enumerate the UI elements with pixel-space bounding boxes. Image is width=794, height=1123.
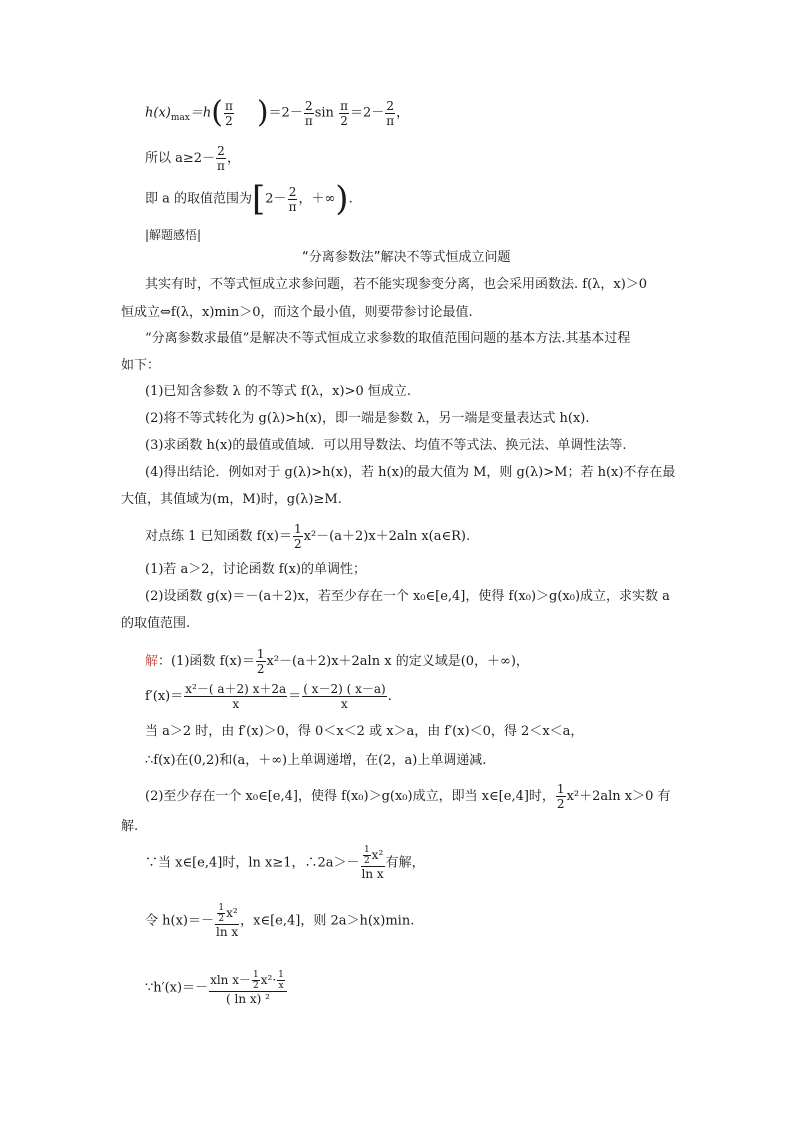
inner-fraction xyxy=(277,970,285,991)
numerator: 1 xyxy=(218,903,225,913)
solution-line-1 xyxy=(145,647,529,676)
numerator xyxy=(215,903,239,924)
text: 有解， xyxy=(385,855,425,871)
let-line xyxy=(145,903,414,939)
text: ， xyxy=(396,105,410,121)
paren: ) xyxy=(335,179,349,219)
range-line xyxy=(145,179,353,219)
denominator: ln x xyxy=(361,867,384,881)
inner-fraction xyxy=(217,903,225,924)
text: 对点练 1 已知函数 f(x)＝ xyxy=(145,529,292,544)
numerator: 1 xyxy=(556,782,565,796)
fraction xyxy=(304,99,314,128)
text: 即 a 的取值范围为 xyxy=(145,191,253,207)
inner-fraction xyxy=(363,845,371,866)
denominator: π xyxy=(217,159,225,173)
numerator: x²－( a＋2) x＋2a xyxy=(185,682,287,696)
denominator: π xyxy=(386,113,395,128)
part2-line xyxy=(145,782,671,811)
step-2: (2)将不等式转化为 g(λ)>h(x)，即一端是参数 λ，另一端是变量表达式 h(x). xyxy=(145,411,590,426)
numerator xyxy=(361,845,385,866)
text: ，＋∞ xyxy=(298,191,336,207)
paragraph-1a: 其实有时，不等式恒成立求参问题，若不能实现参变分离，也会采用函数法. f(λ，x)＞0 xyxy=(145,277,648,292)
step-3: (3)求函数 h(x)的最值或值域．可以用导数法、均值不等式法、换元法、单调性法等. xyxy=(145,438,627,453)
paragraph-2b: 如下： xyxy=(121,358,161,373)
numerator: π xyxy=(224,98,233,113)
text: x² xyxy=(226,906,238,920)
text: (2)至少存在一个 x₀∈[e,4]，使得 f(x₀)＞g(x₀)成立，即当 x∈[e,4]时， xyxy=(145,789,555,804)
text: 所以 a≥2－ xyxy=(145,151,216,166)
step-4b: 大值，其值域为(m，M)时，g(λ)≥M. xyxy=(121,492,342,507)
text: . xyxy=(348,191,353,207)
numerator: 1 xyxy=(293,522,302,536)
numerator: ( x－2) ( x－a) xyxy=(303,682,386,696)
fraction xyxy=(302,682,387,711)
text: f′(x)＝ xyxy=(145,689,184,704)
work-line-1: 当 a＞2 时，由 f′(x)＞0，得 0＜x＜2 或 x＞a，由 f′(x)＜0，得 2＜x＜a， xyxy=(145,724,584,739)
fraction xyxy=(288,185,298,214)
text: h(x) xyxy=(145,105,171,121)
text: xln x－ xyxy=(210,973,251,987)
subscript: max xyxy=(170,113,190,124)
numerator: 1 xyxy=(363,845,370,855)
fraction xyxy=(293,522,303,551)
question-2a: (2)设函数 g(x)＝－(a＋2)x，若至少存在一个 x₀∈[e,4]，使得 f(x₀)＞g(x₀)成立，求实数 a xyxy=(145,589,670,604)
denominator: x xyxy=(302,696,387,711)
denominator: 2 xyxy=(556,797,565,811)
fraction xyxy=(224,99,234,128)
step-1: (1)已知含参数 λ 的不等式 f(λ，x)>0 恒成立. xyxy=(145,384,412,399)
text: ∵当 x∈[e,4]时，ln x≥1，∴2a＞－ xyxy=(145,855,360,871)
numerator: 2 xyxy=(288,184,297,199)
text: ：(1)函数 f(x)＝ xyxy=(158,654,255,669)
denominator: π xyxy=(304,113,313,128)
paragraph-2a: “分离参数求最值”是解决不等式恒成立求参数的取值范围问题的基本方法.其基本过程 xyxy=(145,331,631,346)
fraction xyxy=(361,845,385,881)
solution-label: 解 xyxy=(145,654,159,669)
question-1: (1)若 a＞2，讨论函数 f(x)的单调性； xyxy=(145,562,366,577)
fraction xyxy=(215,903,239,939)
question-2b: 的取值范围. xyxy=(121,616,191,631)
denominator: 2 xyxy=(225,113,233,128)
denominator: 2 xyxy=(340,113,348,128)
text: 2－ xyxy=(265,191,287,207)
conclusion-line xyxy=(145,144,240,173)
fraction xyxy=(339,99,349,128)
denominator: π xyxy=(288,199,297,214)
text: ＝ xyxy=(288,689,302,704)
paren: ( xyxy=(211,95,223,130)
inner-fraction xyxy=(252,970,260,991)
fraction xyxy=(256,647,266,676)
fraction xyxy=(216,144,226,173)
step-4a: (4)得出结论．例如对于 g(λ)>h(x)，若 h(x)的最大值为 M，则 g(λ)>M；若 h(x)不存在最 xyxy=(145,465,676,480)
exercise-line xyxy=(145,522,470,551)
text: ，x∈[e,4]，则 2a＞h(x)min. xyxy=(240,913,415,929)
derivative-line xyxy=(145,682,392,711)
bracket: [ xyxy=(252,179,266,219)
fraction xyxy=(184,682,287,711)
text: x²－(a＋2)x＋2aln x 的定义域是(0，＋∞)， xyxy=(266,654,529,669)
denominator: x xyxy=(184,696,287,711)
denominator: 2 xyxy=(363,856,370,866)
numerator: 2 xyxy=(217,144,225,158)
fraction xyxy=(556,782,566,811)
numerator: 1 xyxy=(253,970,259,980)
text: 令 h(x)＝－ xyxy=(145,913,214,929)
denominator: 2 xyxy=(218,914,225,924)
section-heading: |解题感悟| xyxy=(145,228,202,242)
numerator: π xyxy=(340,98,348,113)
hx-max-line xyxy=(145,95,410,130)
denominator: 2 xyxy=(253,981,259,991)
numerator: 1 xyxy=(278,970,284,980)
section-title: “分离参数法”解决不等式恒成立问题 xyxy=(302,250,511,265)
denominator: ln x xyxy=(215,925,239,939)
text: ， xyxy=(226,151,240,166)
fraction xyxy=(385,99,395,128)
paren: ) xyxy=(256,95,269,130)
numerator: 1 xyxy=(256,647,265,661)
denominator: 2 xyxy=(293,537,302,551)
denominator: ( ln x) ² xyxy=(209,991,287,1006)
denominator: x xyxy=(278,981,284,991)
text: ＝2－ xyxy=(349,105,385,121)
numerator: 2 xyxy=(386,98,394,113)
paragraph-1b: 恒成立⇔f(λ，x)min＞0，而这个最小值，则要带参讨论最值. xyxy=(121,305,473,320)
denominator: 2 xyxy=(256,662,265,676)
text: x²＋2aln x＞0 有 xyxy=(566,789,671,804)
text: x² xyxy=(371,848,384,862)
h-derivative-line xyxy=(145,970,288,1006)
text: sin xyxy=(314,105,334,121)
text: x²· xyxy=(260,973,277,987)
part2-line-b: 解. xyxy=(121,819,139,834)
text: ＝2－ xyxy=(268,105,303,121)
text: x²－(a＋2)x＋2aln x(a∈R). xyxy=(303,529,471,544)
text: . xyxy=(387,689,392,704)
text: ＝h xyxy=(189,105,212,121)
numerator xyxy=(209,970,287,991)
since-line xyxy=(145,845,425,881)
numerator: 2 xyxy=(304,98,313,113)
fraction xyxy=(209,970,287,1006)
work-line-2: ∴f(x)在(0,2)和(a，＋∞)上单调递增，在(2，a)上单调递减. xyxy=(145,753,487,768)
text: ∵h′(x)＝－ xyxy=(145,980,209,996)
